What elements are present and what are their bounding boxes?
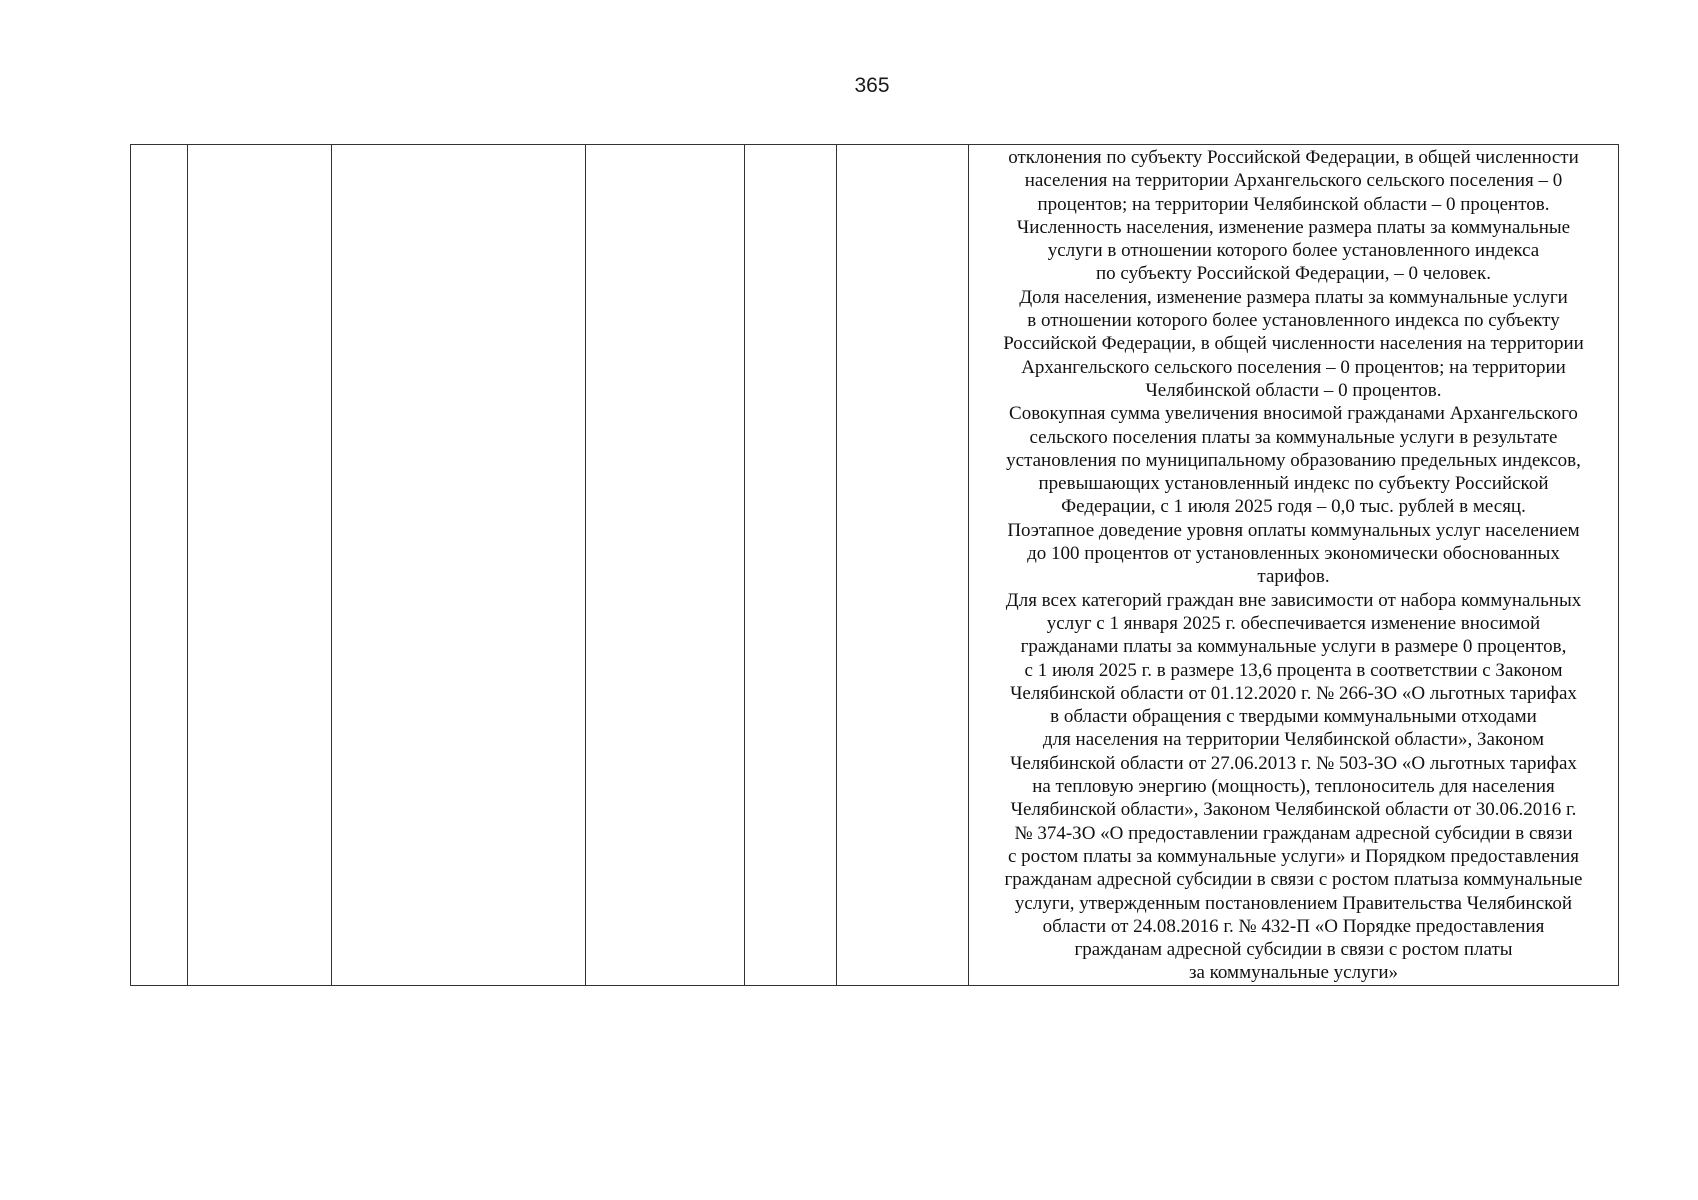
text-line: в области обращения с твердыми коммунальными отходами bbox=[1050, 706, 1537, 728]
text-line: населения на территории Архангельского сельского поселения – 0 bbox=[1024, 170, 1563, 192]
text-line: услуги в отношении которого более установленного индекса bbox=[1047, 240, 1540, 262]
text-line: № 374-ЗО «О предоставлении гражданам адресной субсидии в связи bbox=[1014, 822, 1573, 844]
text-line: Совокупная сумма увеличения вносимой гражданами Архангельского bbox=[1009, 403, 1578, 425]
text-line: услуги, утвержденным постановлением Правительства Челябинской bbox=[1014, 892, 1573, 914]
text-line: гражданами платы за коммунальные услуги в размере 0 процентов, bbox=[1020, 636, 1567, 658]
text-line: до 100 процентов от установленных экономически обоснованных bbox=[1027, 543, 1560, 565]
text-line: сельского поселения платы за коммунальные услуги в результате bbox=[1029, 426, 1558, 448]
text-line: Доля населения, изменение размера платы за коммунальные услуги bbox=[1019, 286, 1568, 308]
text-line: процентов; на территории Челябинской области – 0 процентов. bbox=[1037, 193, 1550, 215]
text-line: Федерации, с 1 июля 2025 годя – 0,0 тыс. рублей в месяц. bbox=[1061, 496, 1526, 518]
text-line: на тепловую энергию (мощность), теплоноситель для населения bbox=[1032, 776, 1555, 798]
text-line: услуг с 1 января 2025 г. обеспечивается изменение вносимой bbox=[1046, 612, 1541, 634]
table-cell-description bbox=[969, 145, 1619, 986]
text-line: с ростом платы за коммунальные услуги» и Порядком предоставления bbox=[1007, 845, 1580, 867]
table-cell-2 bbox=[188, 145, 332, 986]
text-line: для населения на территории Челябинской области», Законом bbox=[1042, 729, 1545, 751]
table-cell-4 bbox=[586, 145, 745, 986]
text-line: Российской Федерации, в общей численности населения на территории bbox=[1003, 333, 1584, 355]
text-line: Численность населения, изменение размера платы за коммунальные bbox=[1016, 216, 1571, 238]
text-line: Челябинской области от 27.06.2013 г. № 503-ЗО «О льготных тарифах bbox=[1010, 752, 1577, 774]
table-cell-6 bbox=[837, 145, 969, 986]
text-line: гражданам адресной субсидии в связи с ростом платыза коммунальные bbox=[1004, 869, 1583, 891]
page-number: 365 bbox=[854, 74, 890, 97]
text-line: за коммунальные услуги» bbox=[1188, 962, 1399, 984]
table-cell-3 bbox=[332, 145, 586, 986]
text-line: отклонения по субъекту Российской Федерации, в общей численности bbox=[1008, 147, 1579, 168]
text-line: в отношении которого более установленного индекса по субъекту bbox=[1027, 310, 1560, 332]
text-line: установления по муниципальному образованию предельных индексов, bbox=[1006, 449, 1581, 471]
text-line: тарифов. bbox=[1257, 566, 1330, 588]
table-cell-5 bbox=[745, 145, 837, 986]
text-line: Челябинской области», Законом Челябинской области от 30.06.2016 г. bbox=[1010, 799, 1577, 821]
description-text bbox=[969, 145, 1618, 985]
document-table bbox=[130, 144, 1619, 986]
table-cell-1 bbox=[131, 145, 188, 986]
text-line: гражданам адресной субсидии в связи с ростом платы bbox=[1074, 939, 1513, 961]
text-line: Архангельского сельского поселения – 0 процентов; на территории bbox=[1021, 356, 1566, 378]
text-line: Челябинской области – 0 процентов. bbox=[1145, 379, 1442, 401]
text-line: по субъекту Российской Федерации, – 0 человек. bbox=[1096, 263, 1491, 285]
text-line: области от 24.08.2016 г. № 432-П «О Порядке предоставления bbox=[1042, 915, 1545, 937]
text-line: Челябинской области от 01.12.2020 г. № 266-ЗО «О льготных тарифах bbox=[1010, 682, 1577, 704]
text-line: Поэтапное доведение уровня оплаты коммунальных услуг населением bbox=[1007, 519, 1580, 541]
text-line: превышающих установленный индекс по субъекту Российской bbox=[1038, 473, 1549, 495]
text-line: Для всех категорий граждан вне зависимости от набора коммунальных bbox=[1005, 589, 1582, 611]
text-line: с 1 июля 2025 г. в размере 13,6 процента в соответствии с Законом bbox=[1024, 659, 1563, 681]
table-row bbox=[131, 145, 1619, 986]
